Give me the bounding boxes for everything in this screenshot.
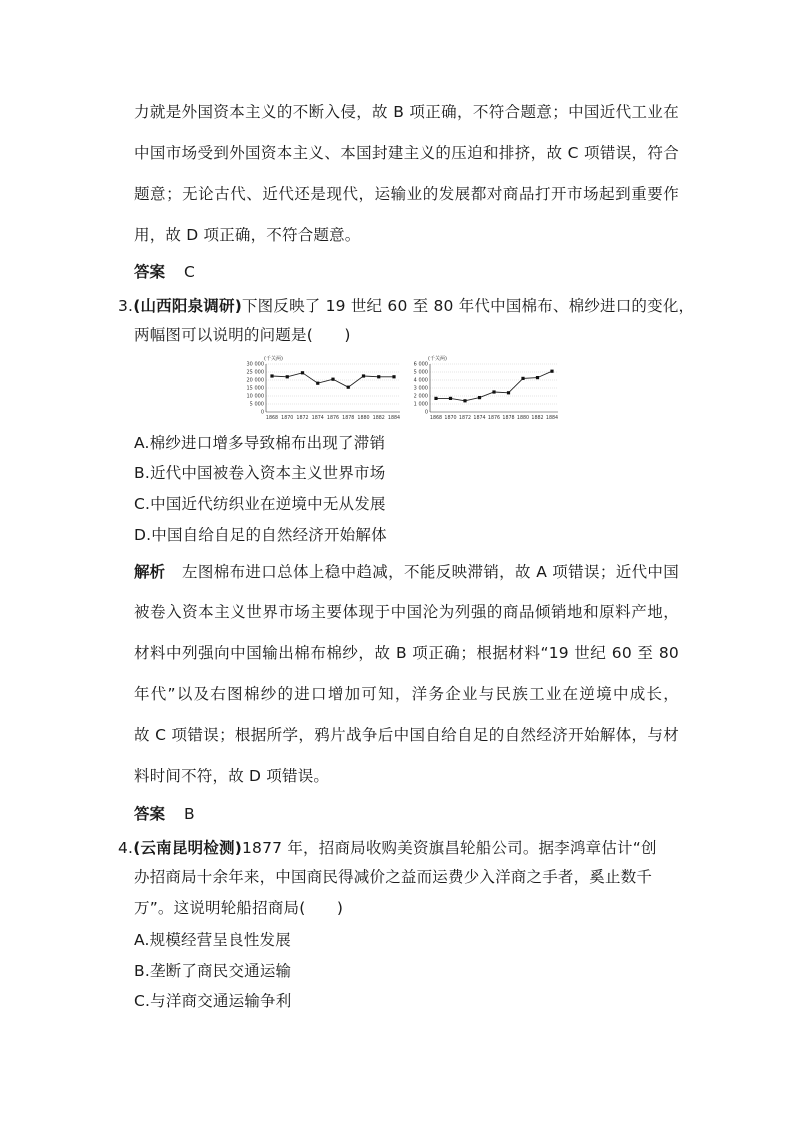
analysis-line: 中国市场受到外国资本主义、本国封建主义的压迫和排挤，故 C 项错误，符合 <box>134 144 679 162</box>
analysis-line: 左图棉布进口总体上稳中趋减，不能反映滞销，故 A 项错误；近代中国 <box>182 563 679 581</box>
data-point <box>316 382 319 385</box>
y-tick-label: 0 <box>260 409 264 416</box>
x-tick-label: 1868 <box>429 416 443 421</box>
question-4-stem-line2: 办招商局十余年来，中国商民得减价之益而运费少入洋商之手者，奚止数千 <box>134 868 653 886</box>
x-tick-label: 1884 <box>387 416 401 421</box>
y-tick-label: 0 <box>424 409 428 416</box>
analysis-line: 题意；无论古代、近代还是现代，运输业的发展都对商品打开市场起到重要作 <box>134 185 679 203</box>
data-point <box>362 374 365 377</box>
x-tick-label: 1876 <box>326 416 340 421</box>
x-tick-label: 1870 <box>444 416 457 421</box>
option-b: B.近代中国被卷入资本主义世界市场 <box>134 464 386 482</box>
analysis-label: 解析 <box>134 563 166 581</box>
question-text: 下图反映了 19 世纪 60 至 80 年代中国棉布、棉纱进口的变化， <box>241 297 695 315</box>
x-tick-label: 1882 <box>372 416 385 421</box>
data-point <box>492 390 495 393</box>
x-tick-label: 1868 <box>265 416 279 421</box>
y-tick-label: 2 000 <box>413 393 428 400</box>
question-4-stem-line3: 万”。这说明轮船招商局( ) <box>134 899 344 917</box>
data-point <box>331 378 334 381</box>
y-tick-label: 30 000 <box>246 361 264 368</box>
analysis-line: 料时间不符，故 D 项错误。 <box>134 767 330 785</box>
option-a: A.棉纱进口增多导致棉布出现了滞销 <box>134 434 386 452</box>
x-tick-label: 1880 <box>516 416 530 421</box>
y-tick-label: 15 000 <box>246 385 264 392</box>
y-tick-label: 5 000 <box>413 369 428 376</box>
x-tick-label: 1880 <box>357 416 370 421</box>
x-tick-label: 1874 <box>473 416 486 421</box>
question-3-stem <box>118 296 695 316</box>
analysis-line: 力就是外国资本主义的不断入侵，故 B 项正确，不符合题意；中国近代工业在 <box>134 103 679 121</box>
x-tick-label: 1870 <box>281 416 294 421</box>
data-point <box>377 375 380 378</box>
x-tick-label: 1884 <box>545 416 559 421</box>
y-tick-label: 6 000 <box>413 361 428 368</box>
y-tick-label: 20 000 <box>246 377 264 384</box>
analysis-line: 被卷入资本主义世界市场主要体现于中国沦为列强的商品倾销地和原料产地， <box>134 603 679 621</box>
x-tick-label: 1876 <box>487 416 501 421</box>
chart-unit-label: (千关两) <box>428 356 447 362</box>
option-b: B.垄断了商民交通运输 <box>134 962 292 980</box>
y-tick-label: 10 000 <box>246 393 264 400</box>
answer-value: C <box>184 263 195 281</box>
answer-label: 答案 <box>134 263 166 281</box>
question-number: 3. <box>118 297 134 315</box>
option-d: D.中国自给自足的自然经济开始解体 <box>134 526 387 544</box>
analysis-line: 故 C 项错误；根据所学，鸦片战争后中国自给自足的自然经济开始解体，与材 <box>134 726 679 744</box>
data-point <box>270 374 273 377</box>
y-tick-label: 5 000 <box>249 401 264 408</box>
answer-value: B <box>184 805 195 823</box>
option-c: C.与洋商交通运输争利 <box>134 992 292 1010</box>
data-point <box>286 375 289 378</box>
x-tick-label: 1878 <box>342 416 355 421</box>
x-tick-label: 1882 <box>531 416 544 421</box>
data-point <box>521 377 524 380</box>
question-text: 1877 年，招商局收购美资旗昌轮船公司。据李鸿章估计“创 <box>241 839 657 857</box>
data-point <box>536 376 539 379</box>
y-tick-label: 25 000 <box>246 369 264 376</box>
question-source: (云南昆明检测) <box>133 839 242 857</box>
question-number: 4. <box>118 839 134 857</box>
data-point <box>434 397 437 400</box>
data-point <box>449 397 452 400</box>
y-tick-label: 4 000 <box>413 377 428 384</box>
data-point <box>550 370 553 373</box>
analysis-line: 材料中列强向中国输出棉布棉纱，故 B 项正确；根据材料“19 世纪 60 至 80 <box>134 644 679 662</box>
x-tick-label: 1874 <box>311 416 324 421</box>
answer-label: 答案 <box>134 805 166 823</box>
data-point <box>507 391 510 394</box>
analysis-line: 年代”以及右图棉纱的进口增加可知，洋务企业与民族工业在逆境中成长， <box>134 685 679 703</box>
series-line <box>436 371 552 401</box>
option-a: A.规模经营呈良性发展 <box>134 931 291 949</box>
question-4-stem <box>118 838 688 858</box>
y-tick-label: 3 000 <box>413 385 428 392</box>
question-3-stem-line2: 两幅图可以说明的问题是( ) <box>134 326 351 344</box>
cotton-yarn-import-chart <box>408 354 560 426</box>
data-point <box>301 371 304 374</box>
x-tick-label: 1878 <box>502 416 515 421</box>
question-source: (山西阳泉调研) <box>133 297 242 315</box>
chart-unit-label: (千关两) <box>264 356 283 362</box>
x-tick-label: 1872 <box>458 416 472 421</box>
analysis-line: 用，故 D 项正确，不符合题意。 <box>134 226 361 244</box>
data-point <box>478 396 481 399</box>
y-tick-label: 1 000 <box>413 401 428 408</box>
data-point <box>392 375 395 378</box>
data-point <box>463 399 466 402</box>
x-tick-label: 1872 <box>296 416 309 421</box>
data-point <box>347 386 350 389</box>
cotton-cloth-import-chart <box>240 354 402 426</box>
option-c: C.中国近代纺织业在逆境中无从发展 <box>134 495 386 513</box>
